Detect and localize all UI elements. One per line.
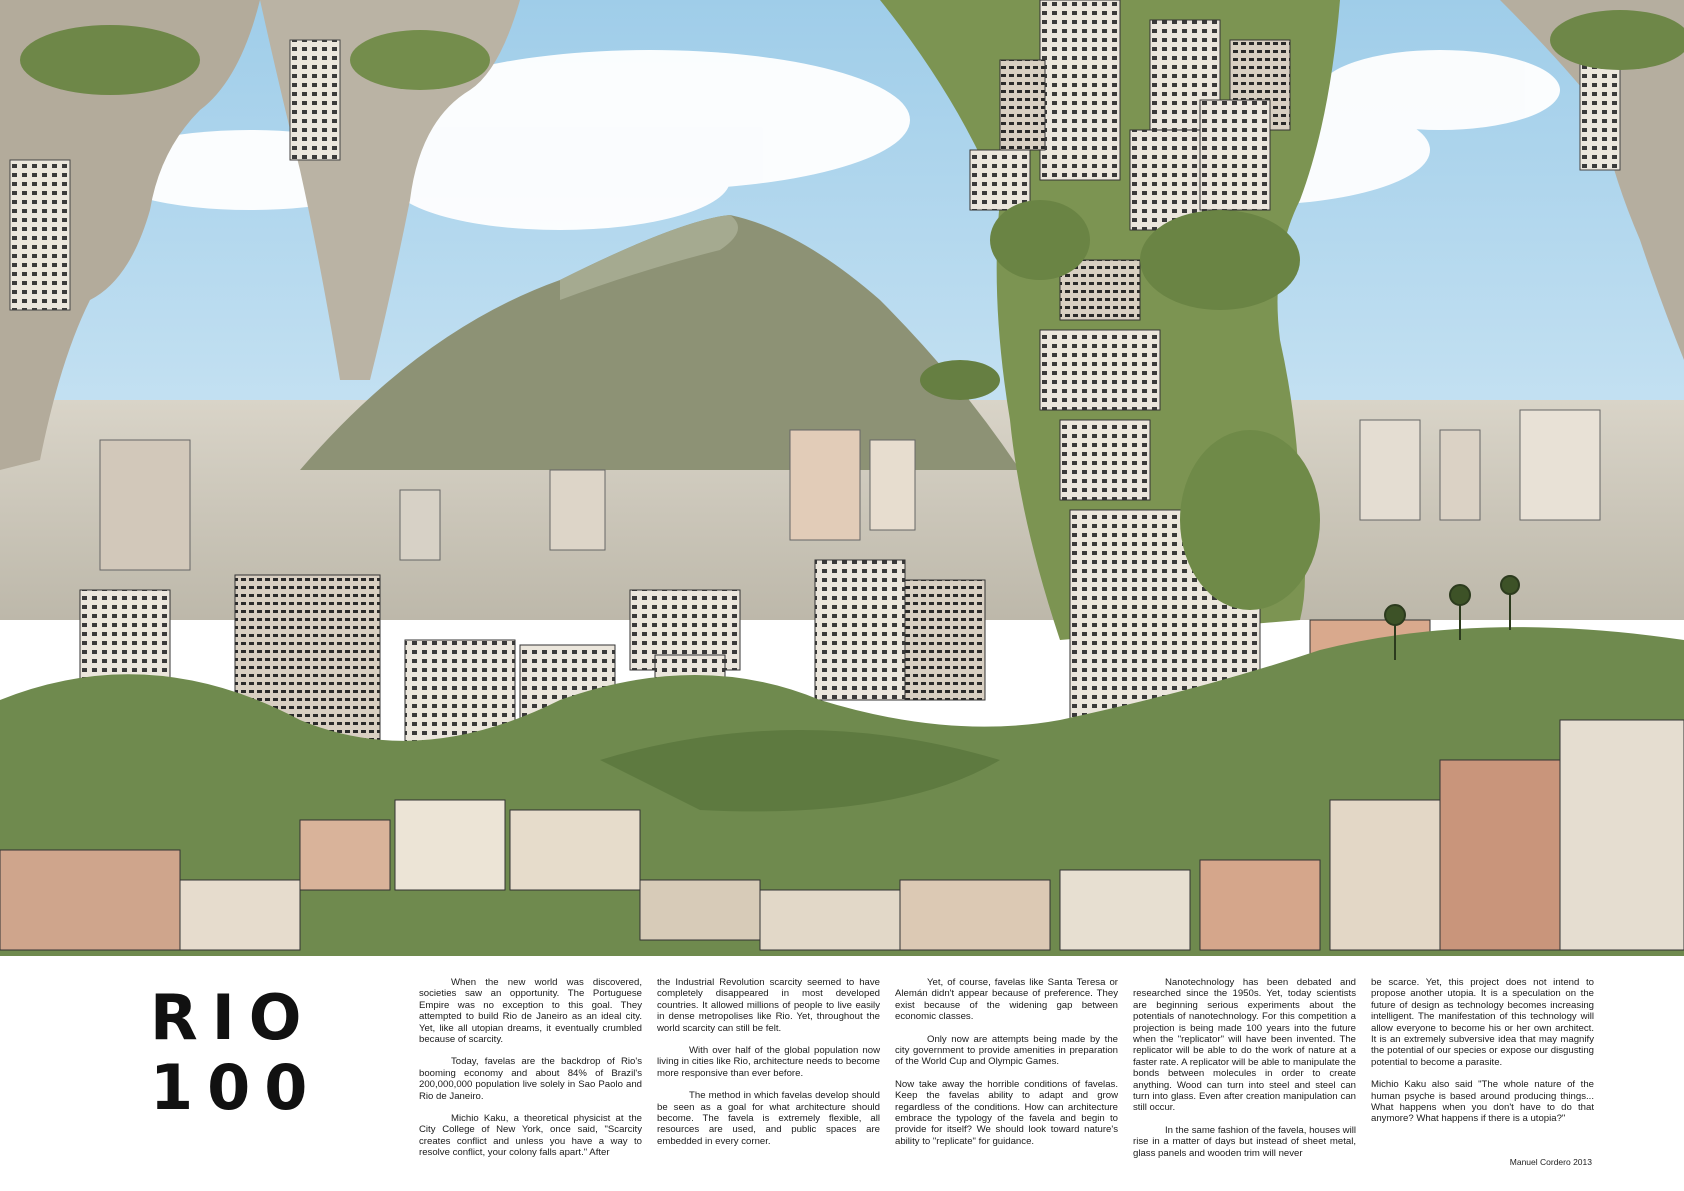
text-column-3 — [895, 977, 1118, 1173]
paragraph: Only now are attempts being made by the city government to provide amenities in preparation of the World Cup and Olympic Games. — [895, 1033, 1118, 1068]
text-column-5 — [1371, 977, 1594, 1173]
text-column-4 — [1133, 977, 1356, 1173]
paragraph: In the same fashion of the favela, houses will rise in a matter of days but instead of sheet metal, glass panels and wooden trim will never — [1133, 1124, 1356, 1159]
paragraph: Michio Kaku also said "The whole nature of the human psyche is based around producing things... What happens when you don't have to do that anymore? What happens if there is a utopia?" — [1371, 1079, 1594, 1125]
text-column-2 — [657, 977, 880, 1173]
paragraph: Michio Kaku, a theoretical physicist at the City College of New York, once said, "Scarcity creates conflict and unless you have a way to resolve conflict, your colony falls apart." After — [419, 1113, 642, 1159]
title-line-1: RIO — [150, 981, 316, 1054]
paragraph: Nanotechnology has been debated and researched since the 1950s. Yet, today scientists are beginning serious experiments about the potentials of nanotechnology. For this competition a projection is being made 100 years into the future when the "replicator" will have been invented. The replicator will be able to do the work of nature at a faster rate. A replicator will be able to manipulate the bonds between molecules in order to create anything. Wood can turn into steel and steel can turn into glass. Even after creation manipulation can still occur. — [1133, 977, 1356, 1114]
paragraph: When the new world was discovered, societies saw an opportunity. The Portuguese Empire was no exception to this goal. They attempted to build Rio de Janeiro as an ideal city. Yet, like all utopian dreams, it eventually crumbled because of scarcity. — [419, 977, 642, 1046]
author-credit: Manuel Cordero 2013 — [1509, 1157, 1592, 1167]
paragraph: With over half of the global population now living in cities like Rio, architecture needs to become more responsive than ever before. — [657, 1045, 880, 1079]
title-block — [150, 983, 390, 1123]
paragraph: Now take away the horrible conditions of favelas. Keep the favelas ability to adapt and grow regardless of the conditions. How can architecture embrace the typology of the favela and begin to provide for itself? We should look toward nature's ability to "replicate" for guidance. — [895, 1078, 1118, 1147]
paragraph: Yet, of course, favelas like Santa Teresa or Alemán didn't appear because of preference. They exist because of the widening gap between economic classes. — [895, 977, 1118, 1023]
text-column-1 — [419, 977, 642, 1173]
title-line-2: 100 — [150, 1051, 322, 1124]
article-text — [419, 977, 1594, 1173]
paragraph: Today, favelas are the backdrop of Rio's booming economy and about 84% of Brazil's 200,000,000 population live solely in Sao Paolo and Rio de Janeiro. — [419, 1056, 642, 1102]
paragraph: The method in which favelas develop should be seen as a goal for what architecture should become. The favela is extremely flexible, all resources are used, and public spaces are embedded in every corner. — [657, 1090, 880, 1147]
paragraph: the Industrial Revolution scarcity seemed to have completely disappeared in most developed countries. It allowed millions of people to live easily in dense metropolises like Rio. Yet, throughout the world scarcity can still be felt. — [657, 977, 880, 1034]
paragraph: be scarce. Yet, this project does not intend to propose another utopia. It is a speculation on the future of design as technology becomes increasing intelligent. The manifestation of this technology will allow everyone to become his or her own architect. It is an extremely subversive idea that may magnify the potential of our species or expose our disgusting potential to become a parasite. — [1371, 977, 1594, 1068]
